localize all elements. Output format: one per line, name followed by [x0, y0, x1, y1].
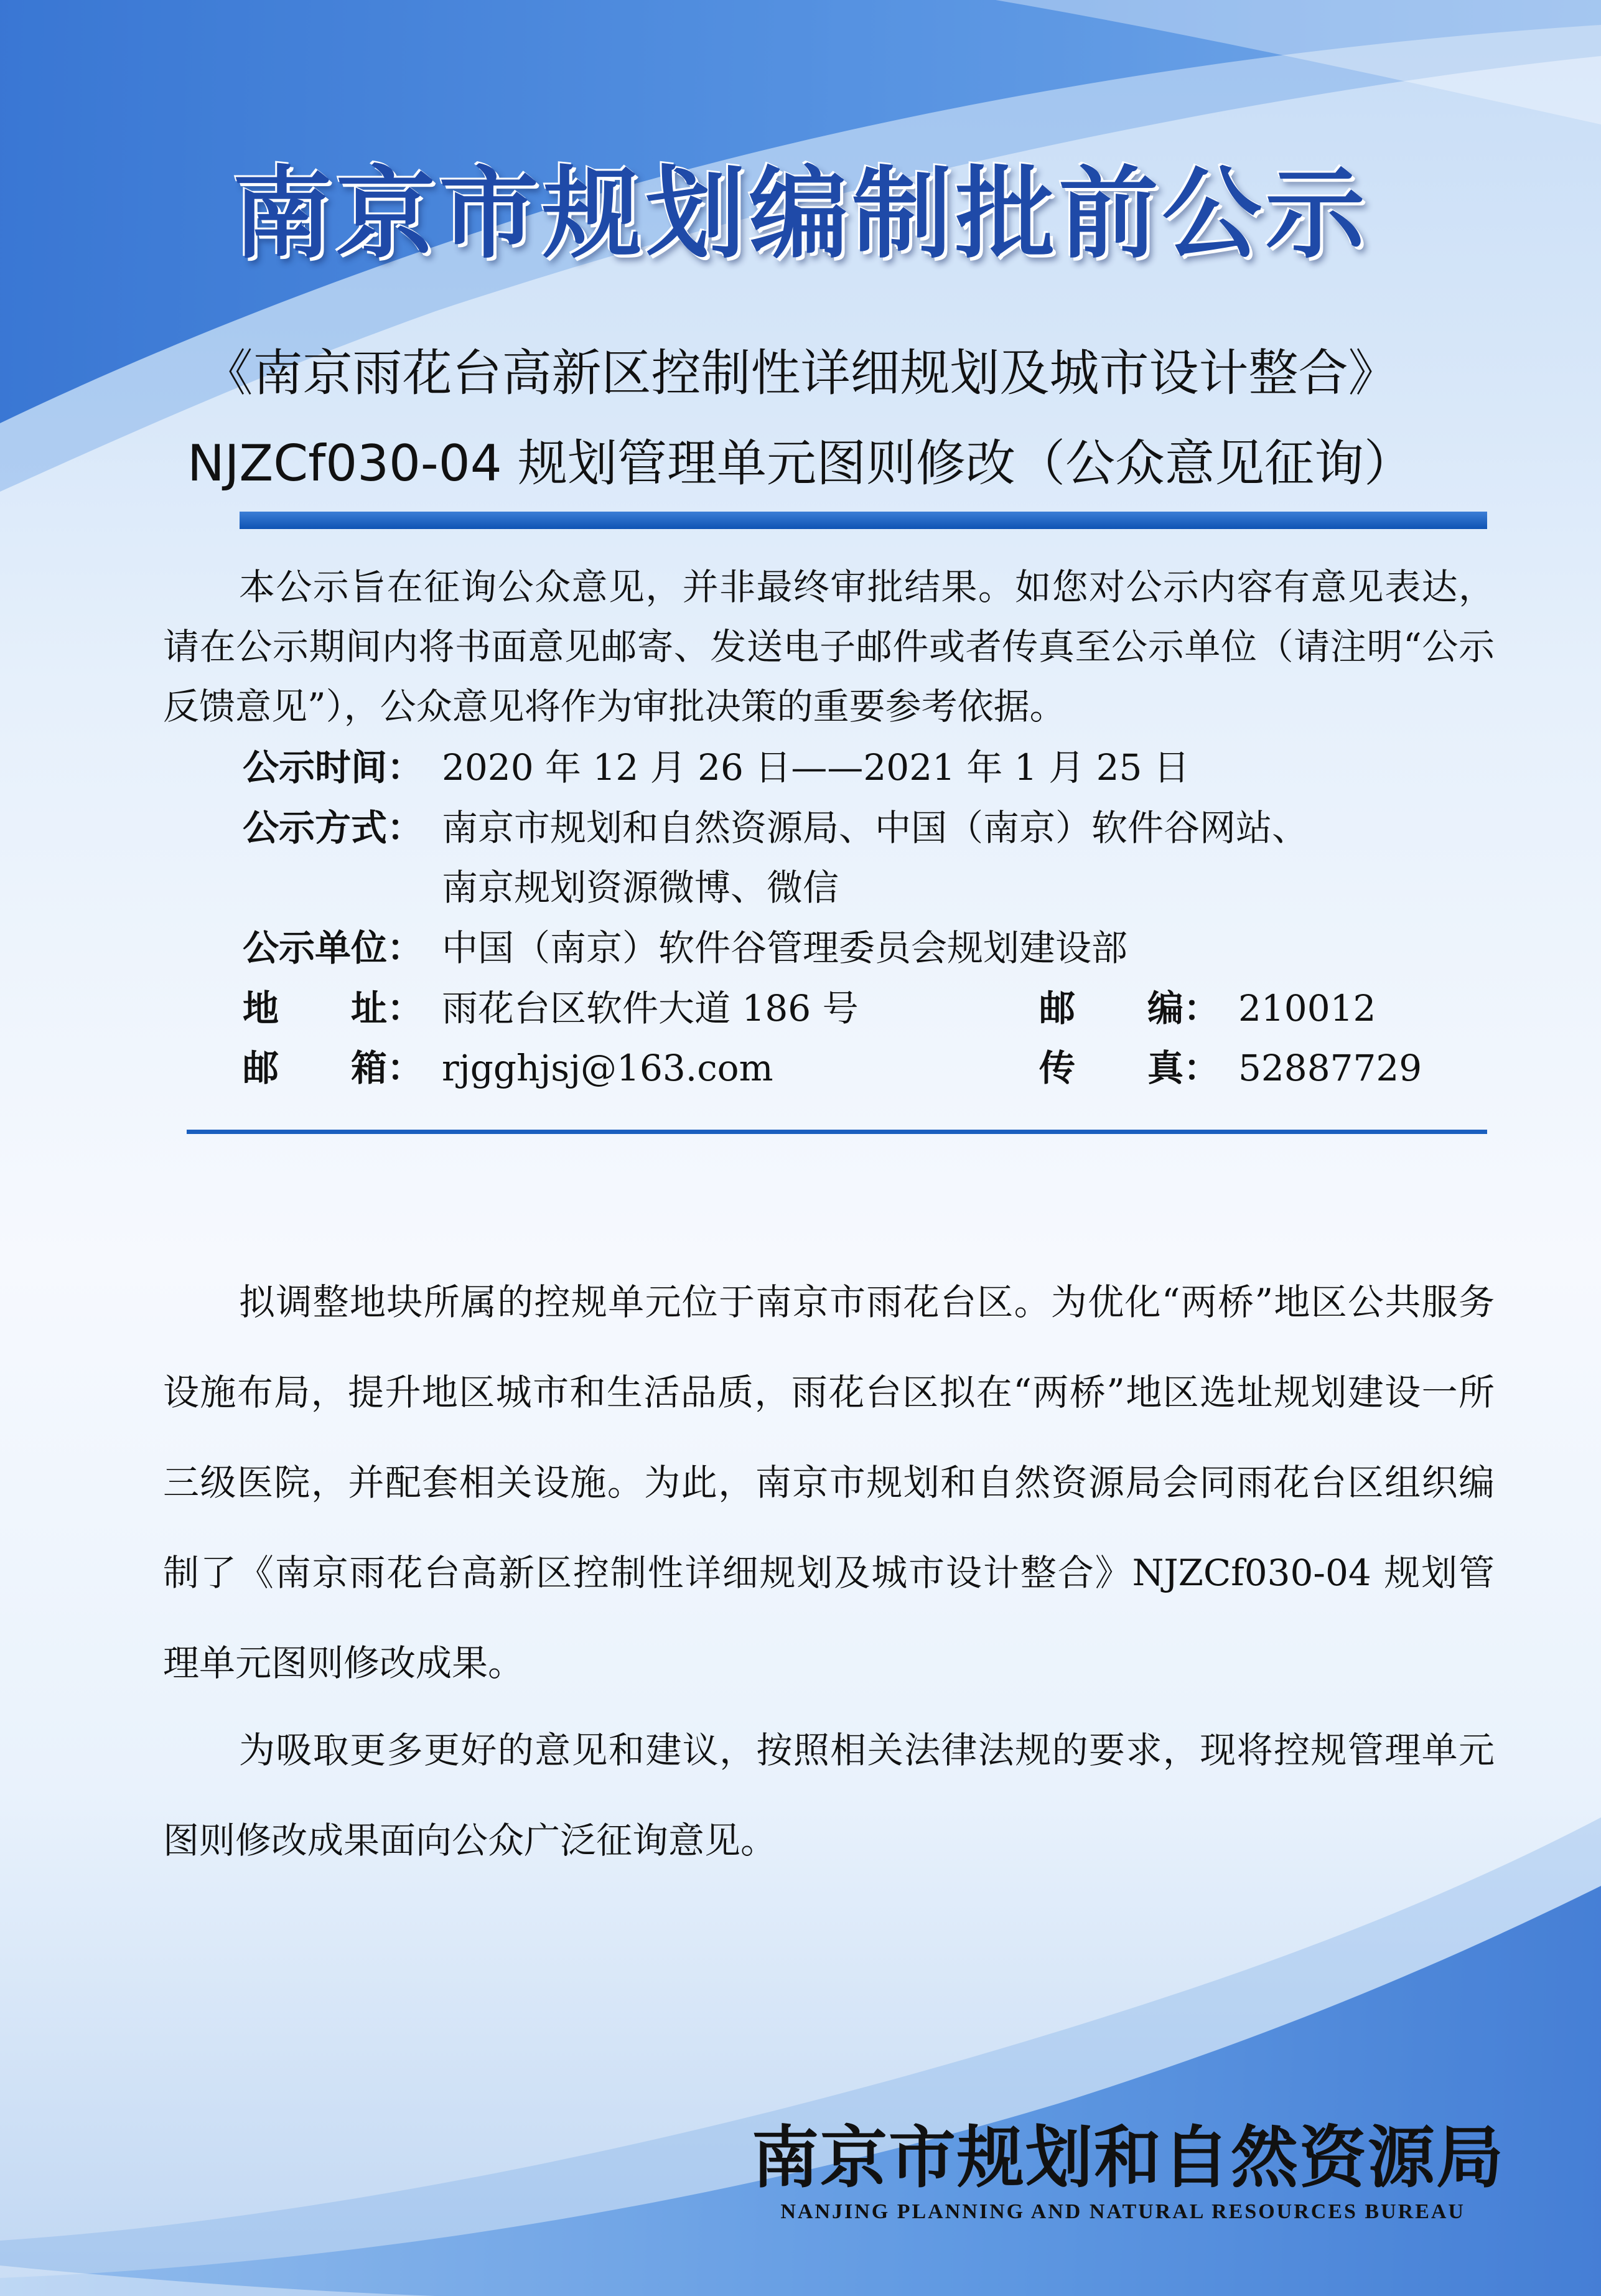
footer-org-name: 南京市规划和自然资源局: [751, 2119, 1505, 2197]
footer-org-name-english: NANJING PLANNING AND NATURAL RESOURCES BUREAU: [780, 2200, 1465, 2223]
postcode-value: 210012: [1238, 987, 1376, 1029]
info-email-row: [243, 1038, 773, 1098]
info-method-row: [243, 798, 1308, 858]
intro-paragraph: 本公示旨在征询公众意见，并非最终审批结果。如您对公示内容有意见表达，请在公示期间内将书面意见邮寄、发送电子邮件或者传真至公示单位（请注明“公示反馈意见”），公众意见将作为审批决策的重要参考依据。: [163, 566, 1495, 728]
unit-label: 公示单位：: [243, 927, 424, 969]
info-unit-row: [243, 918, 1127, 978]
info-time-row: [243, 738, 1190, 797]
method-label: 公示方式：: [243, 807, 424, 849]
email-label: 邮 箱：: [243, 1047, 424, 1089]
method-value-line2: 南京规划资源微博、微信: [442, 866, 839, 909]
fax-label: 传 真：: [1039, 1047, 1220, 1089]
info-address-row: [243, 978, 859, 1038]
email-value: rjgghjsj@163.com: [442, 1047, 773, 1089]
info-divider: [187, 1130, 1487, 1134]
plan-unit-subtitle: NJZCf030-04 规划管理单元图则修改（公众意见征询）: [187, 434, 1414, 492]
plan-name-subtitle: 《南京雨花台高新区控制性详细规划及城市设计整合》: [203, 344, 1398, 402]
info-postcode: [1039, 978, 1376, 1038]
info-fax: [1039, 1038, 1422, 1098]
time-label: 公示时间：: [243, 746, 424, 789]
address-label: 地 址：: [243, 987, 424, 1029]
page-title: 南京市规划编制批前公示: [232, 155, 1369, 272]
body-paragraph-2: 为吸取更多更好的意见和建议，按照相关法律法规的要求，现将控规管理单元图则修改成果面向公众广泛征询意见。: [163, 1729, 1495, 1862]
fax-value: 52887729: [1238, 1047, 1422, 1089]
unit-value: 中国（南京）软件谷管理委员会规划建设部: [442, 927, 1128, 969]
info-method-row-cont: [243, 858, 839, 917]
method-value-line1: 南京市规划和自然资源局、中国（南京）软件谷网站、: [442, 807, 1309, 849]
address-value: 雨花台区软件大道 186 号: [442, 987, 859, 1029]
body-paragraph-1: 拟调整地块所属的控规单元位于南京市雨花台区。为优化“两桥”地区公共服务设施布局，提升地区城市和生活品质，雨花台区拟在“两桥”地区选址规划建设一所三级医院，并配套相关设施。为此，南京市规划和自然资源局会同雨花台区组织编制了《南京雨花台高新区控制性详细规划及城市设计整合》NJZCf030-04 规划管理单元图则修改成果。: [163, 1281, 1495, 1684]
time-value: 2020 年 12 月 26 日——2021 年 1 月 25 日: [442, 746, 1190, 789]
title-divider: [240, 512, 1487, 529]
postcode-label: 邮 编：: [1039, 987, 1220, 1029]
